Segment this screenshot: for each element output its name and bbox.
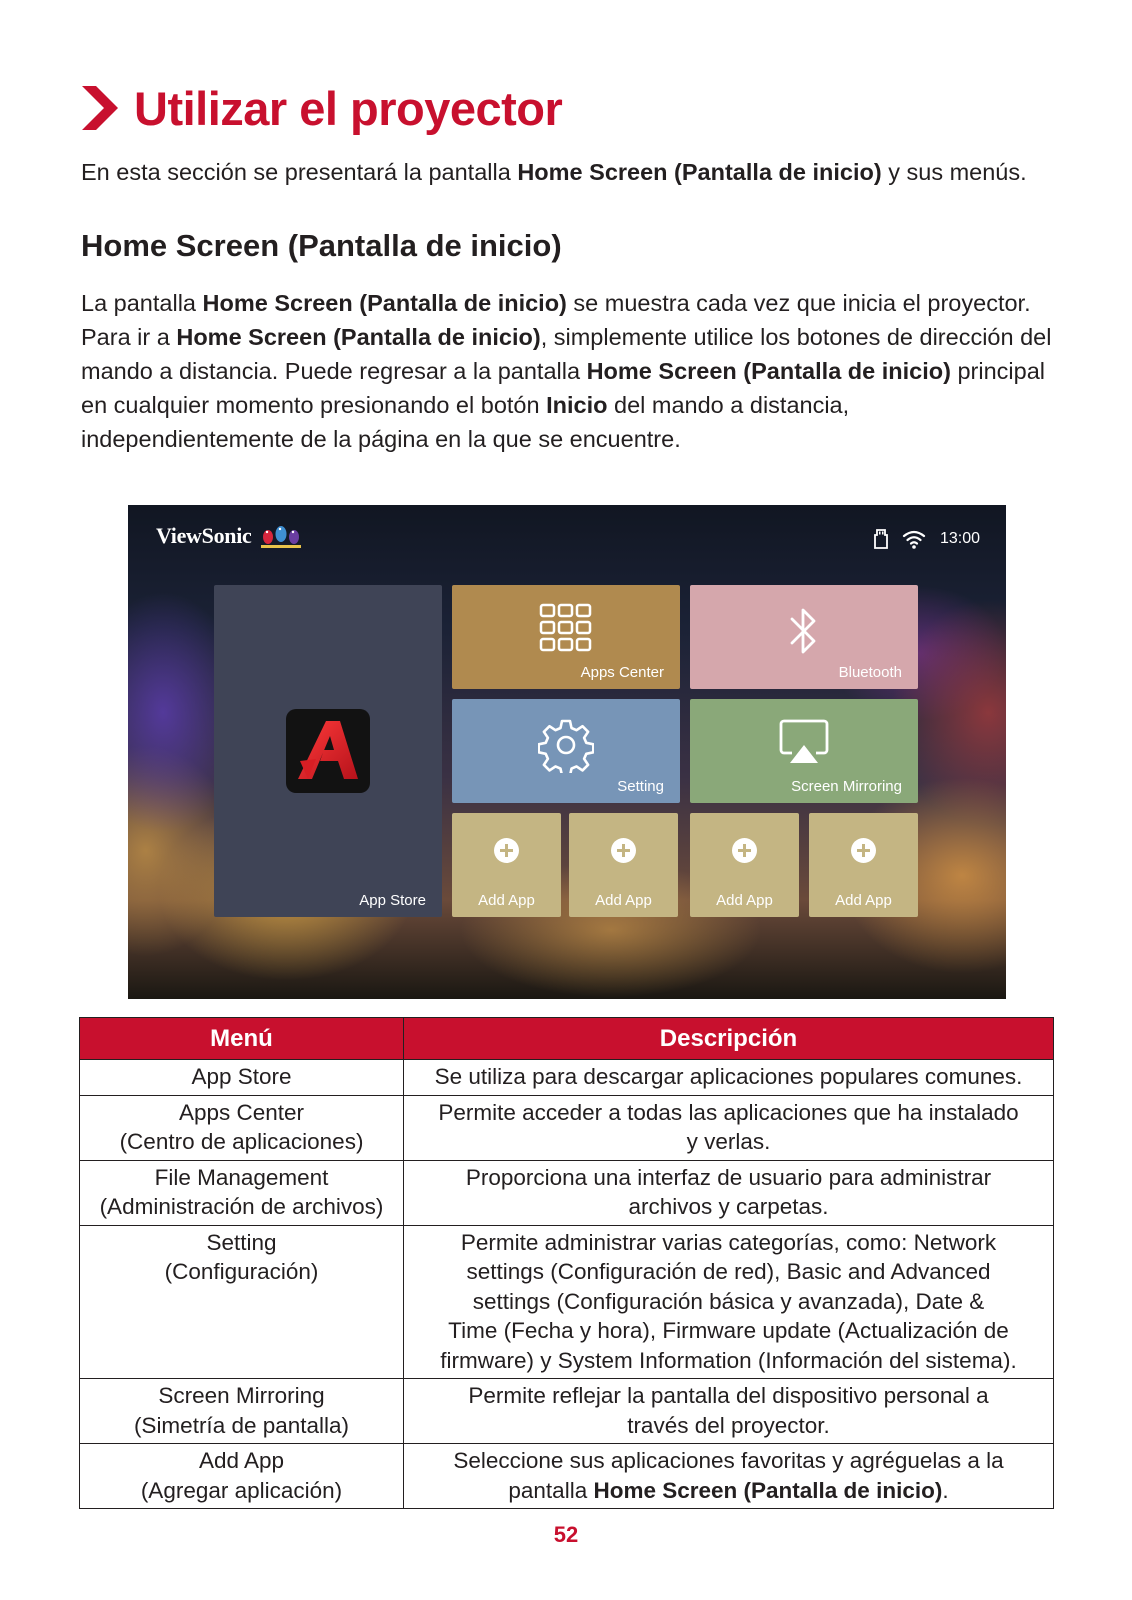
gear-icon <box>538 717 594 773</box>
bluetooth-tile[interactable] <box>690 585 918 689</box>
table-row <box>80 1060 1054 1096</box>
menu-cell: Setting (Configuración) <box>80 1225 404 1379</box>
table-row <box>80 1225 1054 1379</box>
header-description: Descripción <box>404 1018 1054 1060</box>
app-store-icon <box>286 709 370 793</box>
table-row <box>80 1160 1054 1225</box>
app-store-label: App Store <box>359 892 426 909</box>
birds-logo-icon <box>259 522 303 550</box>
add-app-label: Add App <box>835 892 892 909</box>
add-app-tile[interactable] <box>690 813 799 917</box>
menu-cell: Add App (Agregar aplicación) <box>80 1444 404 1509</box>
add-app-label: Add App <box>595 892 652 909</box>
screen-mirroring-icon <box>778 717 830 767</box>
bluetooth-label: Bluetooth <box>838 664 902 681</box>
viewsonic-logo <box>156 522 303 550</box>
wifi-icon <box>902 529 926 549</box>
apps-center-label: Apps Center <box>580 664 664 681</box>
table-row <box>80 1379 1054 1444</box>
section-title: Home Screen (Pantalla de inicio) <box>81 228 562 263</box>
menu-cell: App Store <box>80 1060 404 1096</box>
add-app-tile[interactable] <box>809 813 918 917</box>
home-screen-screenshot <box>128 505 1006 999</box>
app-store-tile[interactable] <box>214 585 442 917</box>
status-bar <box>874 529 980 549</box>
menu-cell: Apps Center (Centro de aplicaciones) <box>80 1095 404 1160</box>
description-cell: Permite administrar varias categorías, como: Network settings (Configuración de red), Basic and Advanced settings (Configuración básica y avanzada), Date & Time (Fecha y hora), Firmware update (Actualización de firmware) y System Information (Información del sistema). <box>404 1225 1054 1379</box>
description-cell: Proporciona una interfaz de usuario para administrar archivos y carpetas. <box>404 1160 1054 1225</box>
chevron-right-icon <box>80 84 120 132</box>
page-number: 52 <box>553 1522 579 1547</box>
page-title: Utilizar el proyector <box>134 81 563 135</box>
bluetooth-icon <box>788 603 820 659</box>
plus-circle-icon <box>731 837 758 864</box>
table-row <box>80 1444 1054 1509</box>
intro-paragraph: En esta sección se presentará la pantalla Home Screen (Pantalla de inicio) y sus menús. <box>81 159 1027 185</box>
header-menu: Menú <box>80 1018 404 1060</box>
screen-mirroring-tile[interactable] <box>690 699 918 803</box>
add-app-label: Add App <box>478 892 535 909</box>
menu-description-table <box>79 1017 1054 1509</box>
setting-label: Setting <box>617 778 664 795</box>
plus-circle-icon <box>493 837 520 864</box>
storage-icon <box>874 529 888 549</box>
grid-icon <box>539 603 593 653</box>
add-app-tile[interactable] <box>452 813 561 917</box>
menu-cell: Screen Mirroring (Simetría de pantalla) <box>80 1379 404 1444</box>
description-cell: Permite acceder a todas las aplicaciones que ha instalado y verlas. <box>404 1095 1054 1160</box>
plus-circle-icon <box>850 837 877 864</box>
table-row <box>80 1095 1054 1160</box>
clock-time: 13:00 <box>939 530 980 547</box>
description-cell: Seleccione sus aplicaciones favoritas y agréguelas a la pantalla Home Screen (Pantalla de inicio). <box>404 1444 1054 1509</box>
apps-center-tile[interactable] <box>452 585 680 689</box>
setting-tile[interactable] <box>452 699 680 803</box>
description-cell: Se utiliza para descargar aplicaciones populares comunes. <box>404 1060 1054 1096</box>
plus-circle-icon <box>610 837 637 864</box>
table-header-row <box>80 1018 1054 1060</box>
body-paragraph: La pantalla Home Screen (Pantalla de inicio) se muestra cada vez que inicia el proyector. Para ir a Home Screen (Pantalla de inicio), simplemente utilice los botones de dirección del mando a distancia. Puede regresar a la pantalla Home Screen (Pantalla de inicio) principal en cualquier momento presionando el botón Inicio del mando a distancia, independientemente de la página en la que se encuentre. <box>81 290 1052 452</box>
screen-mirroring-label: Screen Mirroring <box>791 778 902 795</box>
add-app-label: Add App <box>716 892 773 909</box>
brand-name: ViewSonic <box>156 523 252 548</box>
description-cell: Permite reflejar la pantalla del dispositivo personal a través del proyector. <box>404 1379 1054 1444</box>
menu-cell: File Management (Administración de archivos) <box>80 1160 404 1225</box>
page-heading <box>80 78 562 138</box>
add-app-tile[interactable] <box>569 813 678 917</box>
